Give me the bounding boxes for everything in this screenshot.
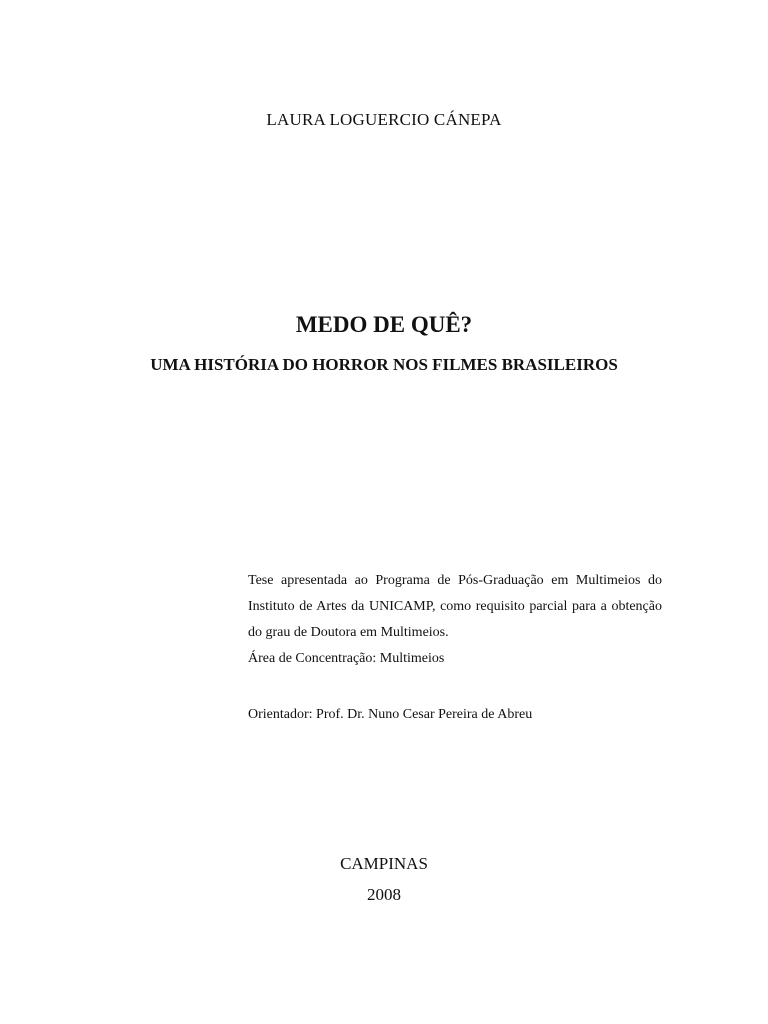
city-name: CAMPINAS (340, 854, 428, 873)
concentration-area: Área de Concentração: Multimeios (248, 651, 445, 666)
thesis-statement-block (248, 568, 662, 672)
author-name: LAURA LOGUERCIO CÁNEPA (266, 110, 502, 129)
publication-year: 2008 (367, 885, 401, 904)
advisor-line: Orientador: Prof. Dr. Nuno Cesar Pereira de Abreu (248, 707, 533, 722)
thesis-subtitle: UMA HISTÓRIA DO HORROR NOS FILMES BRASILEIROS (150, 355, 618, 374)
thesis-statement: Tese apresentada ao Programa de Pós-Graduação em Multimeios do Instituto de Artes da UNICAMP, como requisito parcial para a obtenção do grau de Doutora em Multimeios. (248, 573, 662, 640)
thesis-title: MEDO DE QUÊ? (295, 312, 473, 337)
